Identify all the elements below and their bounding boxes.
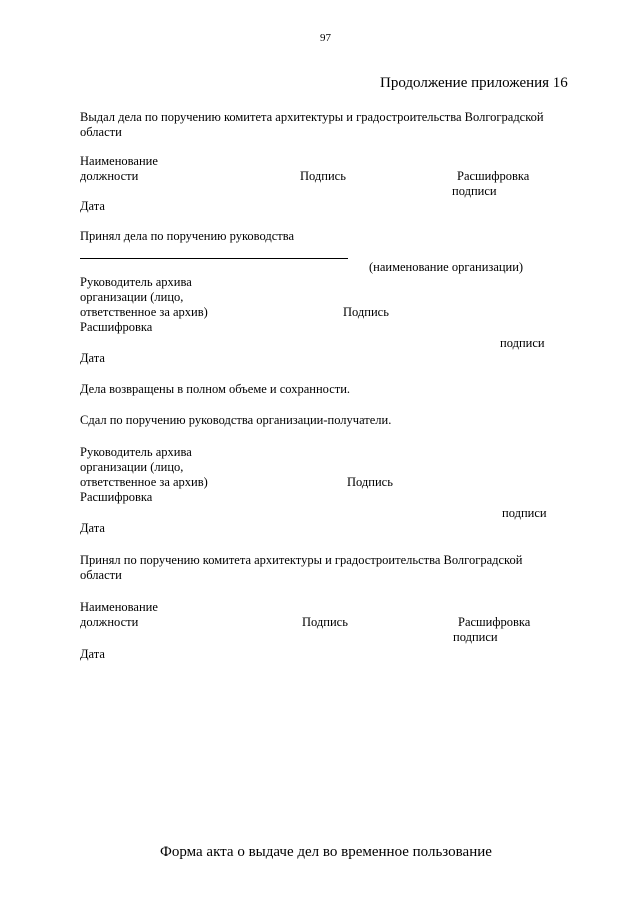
archive-head-label-3: ответственное за архив) xyxy=(80,305,208,319)
signature-label: Подпись xyxy=(347,475,393,489)
archive-head-label-2: организации (лицо, xyxy=(80,290,184,304)
decoding-label-1: Расшифровка xyxy=(458,615,531,629)
accepted-line: Принял дела по поручению руководства xyxy=(80,229,294,243)
signature-label: Подпись xyxy=(302,615,348,629)
decoding-label-2: подписи xyxy=(453,630,498,644)
decoding-label-2: подписи xyxy=(500,336,545,350)
archive-head-label-2: организации (лицо, xyxy=(80,460,184,474)
continuation-heading: Продолжение приложения 16 xyxy=(380,75,568,91)
date-label: Дата xyxy=(80,647,105,661)
signature-label: Подпись xyxy=(343,305,389,319)
archive-head-label-1: Руководитель архива xyxy=(80,445,192,459)
position-label-1: Наименование xyxy=(80,154,158,168)
decoding-label-1: Расшифровка xyxy=(457,169,530,183)
form-title: Форма акта о выдаче дел во временное пользование xyxy=(160,844,492,860)
date-label: Дата xyxy=(80,199,105,213)
archive-head-label-1: Руководитель архива xyxy=(80,275,192,289)
organization-name-line xyxy=(80,258,348,259)
received-by-line-2: области xyxy=(80,568,122,582)
signature-label: Подпись xyxy=(300,169,346,183)
issued-by-line-2: области xyxy=(80,125,122,139)
returned-statement: Дела возвращены в полном объеме и сохранности. xyxy=(80,382,351,396)
page-number: 97 xyxy=(320,32,331,44)
organization-caption: (наименование организации) xyxy=(369,260,524,274)
handed-over-statement: Сдал по поручению руководства организации-получатели. xyxy=(80,413,392,427)
decoding-label-2: подписи xyxy=(502,506,547,520)
issued-by-line-1: Выдал дела по поручению комитета архитектуры и градостроительства Волгоградской xyxy=(80,110,544,124)
decoding-label-2: подписи xyxy=(452,184,497,198)
position-label-2: должности xyxy=(80,615,139,629)
received-by-line-1: Принял по поручению комитета архитектуры и градостроительства Волгоградской xyxy=(80,553,523,567)
decoding-label-1: Расшифровка xyxy=(80,320,153,334)
position-label-2: должности xyxy=(80,169,139,183)
archive-head-label-3: ответственное за архив) xyxy=(80,475,208,489)
date-label: Дата xyxy=(80,521,105,535)
date-label: Дата xyxy=(80,351,105,365)
position-label-1: Наименование xyxy=(80,600,158,614)
decoding-label-1: Расшифровка xyxy=(80,490,153,504)
